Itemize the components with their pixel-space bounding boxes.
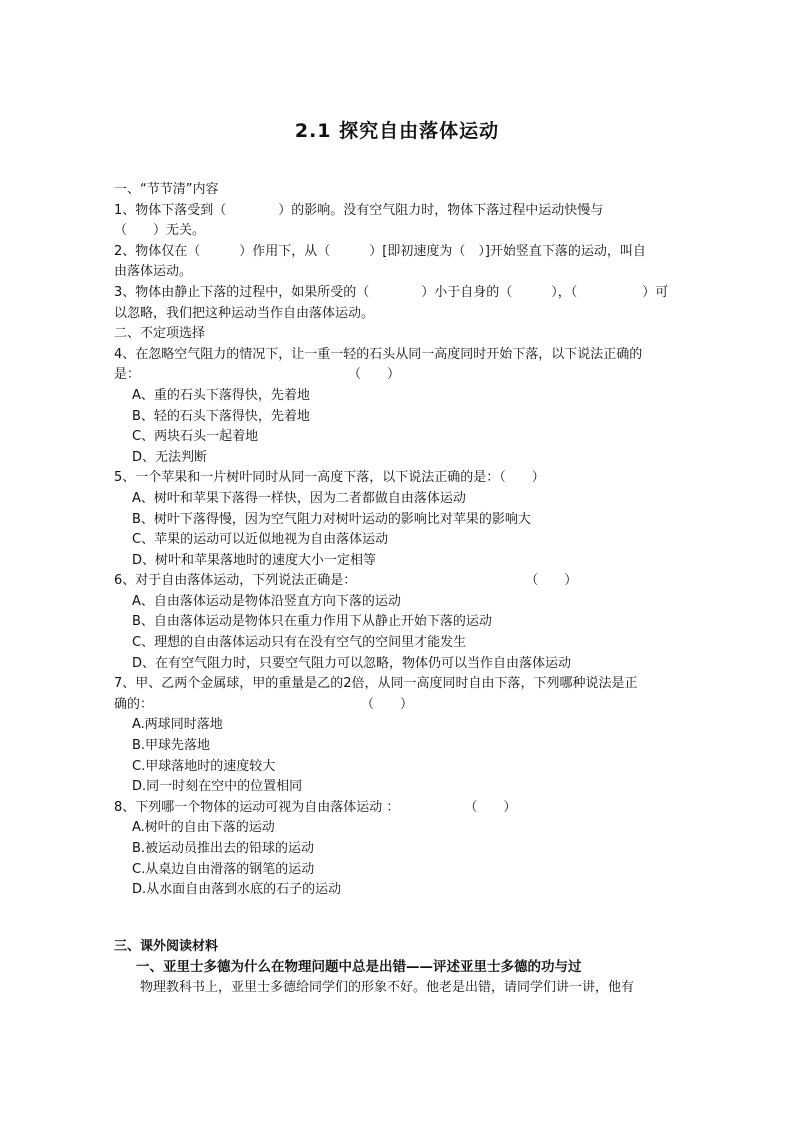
section3-subheading: 一、亚里士多德为什么在物理问题中总是出错——评述亚里士多德的功与过 [136,959,582,976]
q2-line2: 由落体运动。 [114,264,193,280]
q3-line2: 以忽略，我们把这种运动当作自由落体运动。 [114,305,375,321]
q4-option-a: A、重的石头下落得快，先着地 [132,387,310,403]
q6-option-b: B、自由落体运动是物体只在重力作用下从静止开始下落的运动 [132,614,492,630]
q5-option-b: B、树叶下落得慢，因为空气阻力对树叶运动的影响比对苹果的影响大 [132,511,531,527]
q5-option-a: A、树叶和苹果下落得一样快，因为二者都做自由落体运动 [132,490,466,506]
q6-option-c: C、理想的自由落体运动只有在没有空气的空间里才能发生 [132,635,467,651]
q8-option-c: C.从桌边自由滑落的钢笔的运动 [132,861,315,877]
section1-heading: 一、“节节清”内容 [114,182,219,197]
q8-option-a: A.树叶的自由下落的运动 [132,820,275,836]
q7-option-a: A.两球同时落地 [132,717,223,733]
document-body [114,180,684,999]
q7-option-c: C.甲球落地时的速度较大 [132,758,276,774]
section3-heading: 三、课外阅读材料 [114,938,219,954]
q4-option-b: B、轻的石头下落得快，先着地 [132,408,310,424]
section-spacer [114,901,684,937]
q7-option-d: D.同一时刻在空中的位置相同 [132,779,303,795]
q5-option-d: D、树叶和苹果落地时的速度大小一定相等 [132,552,377,568]
q8-stem: 8、下列哪一个物体的运动可视为自由落体运动 ： （ ） [114,799,517,815]
q6-stem: 6、对于自由落体运动，下列说法正确是： （ ） [114,573,578,589]
q6-option-d: D、在有空气阻力时，只要空气阻力可以忽略，物体仍可以当作自由落体运动 [132,655,572,671]
q4-stem-line2: 是： （ ） [114,367,401,383]
q8-option-b: B.被运动员推出去的铅球的运动 [132,841,315,856]
page-title: 2.1 探究自由落体运动 [294,120,500,142]
section3-paragraph: 物理教科书上，亚里士多德给同学们的形象不好。他老是出错，请同学们讲一讲，他有 [140,979,635,995]
q8-option-d: D.从水面自由落到水底的石子的运动 [132,882,342,898]
q1-line2: （ ）无关。 [114,223,206,239]
q7-stem-line2: 确的： （ ） [114,696,414,712]
q4-option-d: D、无法判断 [132,449,208,465]
q7-stem-line1: 7、甲、乙两个金属球，甲的重量是乙的2倍，从同一高度同时自由下落，下列哪种说法是正 [114,676,638,692]
q5-stem: 5、一个苹果和一片树叶同时从同一高度下落，以下说法正确的是：（ ） [114,470,545,486]
q1-line1: 1、物体下落受到（ ）的影响。没有空气阻力时，物体下落过程中运动快慢与 [114,202,604,218]
section2-heading: 二、不定项选择 [114,326,206,342]
q2-line1: 2、物体仅在（ ）作用下，从（ ）[即初速度为（ ）]开始竖直下落的运动，叫自 [114,243,646,259]
q3-line1: 3、物体由静止下落的过程中，如果所受的（ ）小于自身的（ ），（ ）可 [114,284,669,300]
q6-option-a: A、自由落体运动是物体沿竖直方向下落的运动 [132,593,401,609]
q4-stem-line1: 4、在忽略空气阻力的情况下，让一重一轻的石头从同一高度同时开始下落，以下说法正确的 [114,346,643,362]
q4-option-c: C、两块石头一起着地 [132,429,259,445]
q7-option-b: B.甲球先落地 [132,738,211,754]
q5-option-c: C、苹果的运动可以近似地视为自由落体运动 [132,532,389,548]
